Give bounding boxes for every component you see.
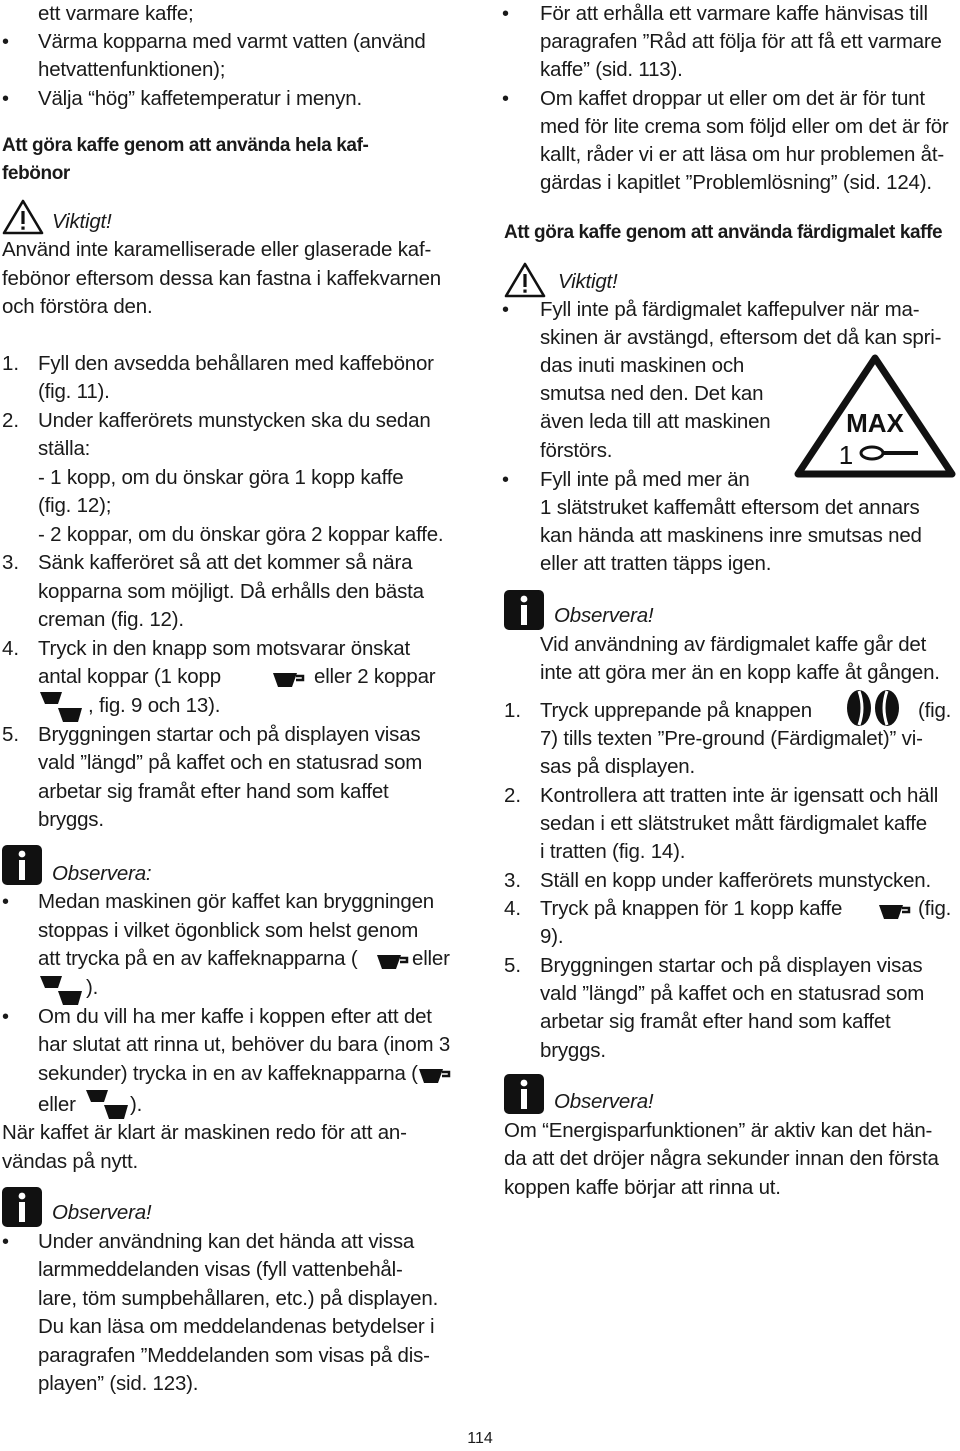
text-line: Kontrollera att tratten inte är igensatt och häll — [540, 784, 939, 807]
text-line: antal koppar (1 kopp — [38, 665, 221, 688]
text-line: - 2 koppar, om du önskar göra 2 koppar kaffe. — [38, 523, 444, 546]
step-number: 3. — [504, 869, 522, 892]
bullet: • — [502, 88, 510, 110]
text-line: Om kaffet droppar ut eller om det är för tunt — [540, 87, 925, 110]
text-line: även leda till att maskinen — [540, 410, 771, 433]
text-line: stoppas i vilket ögonblick som helst genom — [38, 919, 419, 942]
text-line: das inuti maskinen och — [540, 354, 745, 377]
text-line: skinen är avstängd, eftersom det då kan spri- — [540, 326, 942, 349]
text-line: Bryggningen startar och på displayen visas — [540, 954, 923, 977]
text-line: förstörs. — [540, 439, 613, 462]
warning-label: Viktigt! — [52, 210, 112, 233]
text-line: smutsa ned den. Det kan — [540, 382, 764, 405]
text-line: ett varmare kaffe; — [38, 2, 194, 25]
text-line: Du kan läsa om meddelandenas betydelser i — [38, 1315, 435, 1338]
step-number: 5. — [504, 954, 522, 977]
text-line: För att erhålla ett varmare kaffe hänvisas till — [540, 2, 928, 25]
page-number: 114 — [467, 1430, 493, 1447]
text-line: ). — [130, 1093, 143, 1116]
text-line: sekunder) trycka in en av kaffeknapparna ( — [38, 1062, 418, 1085]
note-label: Observera! — [554, 604, 654, 627]
one-cup-icon — [374, 952, 410, 972]
max-number: 1 — [838, 440, 854, 470]
text-line: När kaffet är klart är maskinen redo för att an- — [2, 1121, 407, 1144]
text-line: 9). — [540, 925, 564, 948]
text-line: creman (fig. 12). — [38, 608, 184, 631]
text-line: (fig. — [918, 897, 952, 920]
text-line: ställa: — [38, 437, 91, 460]
text-line: playen” (sid. 123). — [38, 1372, 199, 1395]
section-heading: Att göra kaffe genom att använda färdigmalet kaffe — [504, 222, 943, 243]
step-number: 1. — [504, 699, 522, 722]
text-line: bryggs. — [540, 1039, 606, 1062]
text-line: Om “Energisparfunktionen” är aktiv kan det hän- — [504, 1119, 933, 1142]
text-line: eller 2 koppar — [314, 665, 436, 688]
text-line: lare, töm sumpbehållaren, etc.) på displayen. — [38, 1287, 439, 1310]
step-number: 2. — [2, 409, 20, 432]
text-line: larmmeddelanden visas (fyll vattenbehål- — [38, 1258, 403, 1281]
text-line: da att det dröjer några sekunder innan den första — [504, 1147, 939, 1170]
text-line: eller — [38, 1093, 76, 1116]
text-line: ). — [86, 976, 99, 999]
text-line: vald ”längd” på kaffet och en statusrad som — [540, 982, 925, 1005]
step-number: 2. — [504, 784, 522, 807]
text-line: Fyll inte på färdigmalet kaffepulver när ma- — [540, 298, 920, 321]
text-line: 7) tills texten ”Pre-ground (Färdigmalet)” vi- — [540, 727, 923, 750]
info-icon — [504, 1074, 544, 1114]
text-line: Tryck på knappen för 1 kopp kaffe — [540, 897, 843, 920]
text-line: Välja “hög” kaffetemperatur i menyn. — [38, 87, 363, 110]
text-line: paragrafen ”Meddelanden som visas på dis- — [38, 1344, 430, 1367]
text-line: med för lite crema som följd eller om det är för — [540, 115, 949, 138]
text-line: hetvattenfunktionen); — [38, 58, 226, 81]
text-line: arbetar sig framåt efter hand som kaffet — [540, 1010, 891, 1033]
section-heading: Att göra kaffe genom att använda hela kaf- — [2, 135, 369, 156]
text-line: Medan maskinen gör kaffet kan bryggningen — [38, 890, 434, 913]
max-scoop-triangle-icon — [792, 352, 958, 480]
step-number: 5. — [2, 723, 20, 746]
text-line: (fig. 12); — [38, 494, 112, 517]
text-line: Använd inte karamelliserade eller glaserade kaf- — [2, 238, 432, 261]
max-label: MAX — [846, 408, 904, 438]
text-line: eller att tratten täpps igen. — [540, 552, 772, 575]
text-line: , fig. 9 och 13). — [88, 694, 221, 717]
text-line: kallt, råder vi er att läsa om hur problemen åt- — [540, 143, 944, 166]
one-cup-icon — [416, 1066, 452, 1086]
text-line: Ställ en kopp under kafferörets munstycken. — [540, 869, 931, 892]
info-icon — [504, 590, 544, 630]
info-icon — [2, 845, 42, 885]
text-line: sedan i ett slätstruket mått färdigmalet kaffe — [540, 812, 927, 835]
text-line: (fig. — [918, 699, 952, 722]
text-line: Värma kopparna med varmt vatten (använd — [38, 30, 426, 53]
text-line: Tryck upprepande på knappen — [540, 699, 812, 722]
text-line: i tratten (fig. 14). — [540, 840, 686, 863]
text-line: koppen kaffe börjar att rinna ut. — [504, 1176, 781, 1199]
text-line: kan hända att maskinens inre smutsas ned — [540, 524, 922, 547]
text-line: 1 slätstruket kaffemått eftersom det annars — [540, 496, 920, 519]
text-line: febönor eftersom dessa kan fastna i kaffekvarnen — [2, 267, 442, 290]
text-line: inte att göra mer än en kopp kaffe åt gången. — [540, 661, 940, 684]
warning-icon — [2, 199, 44, 235]
section-heading: febönor — [2, 163, 70, 184]
step-number: 4. — [504, 897, 522, 920]
text-line: sas på displayen. — [540, 755, 696, 778]
text-line: kopparna som möjligt. Då erhålls den bästa — [38, 580, 424, 603]
text-line: bryggs. — [38, 808, 104, 831]
bullet: • — [2, 891, 10, 913]
text-line: vändas på nytt. — [2, 1150, 139, 1173]
bullet: • — [502, 299, 510, 321]
text-line: - 1 kopp, om du önskar göra 1 kopp kaffe — [38, 466, 404, 489]
bullet: • — [502, 469, 510, 491]
coffee-beans-icon — [844, 688, 902, 728]
text-line: (fig. 11). — [38, 380, 110, 403]
text-line: kaffe” (sid. 113). — [540, 58, 683, 81]
one-cup-icon — [270, 670, 306, 690]
text-line: Fyll den avsedda behållaren med kaffebönor — [38, 352, 434, 375]
text-line: Vid användning av färdigmalet kaffe går det — [540, 633, 927, 656]
warning-icon — [504, 262, 546, 298]
note-label: Observera: — [52, 862, 152, 885]
text-line: Sänk kafferöret så att det kommer så nära — [38, 551, 413, 574]
bullet: • — [502, 3, 510, 25]
step-number: 3. — [2, 551, 20, 574]
info-icon — [2, 1187, 42, 1227]
text-line: att trycka på en av kaffeknapparna ( — [38, 947, 358, 970]
text-line: Fyll inte på med mer än — [540, 468, 750, 491]
text-line: har slutat att rinna ut, behöver du bara (inom 3 — [38, 1033, 451, 1056]
text-line: Bryggningen startar och på displayen visas — [38, 723, 421, 746]
text-line: arbetar sig framåt efter hand som kaffet — [38, 780, 389, 803]
text-line: Under användning kan det hända att vissa — [38, 1230, 415, 1253]
one-cup-icon — [876, 902, 912, 922]
text-line: Tryck in den knapp som motsvarar önskat — [38, 637, 410, 660]
text-line: eller — [412, 947, 450, 970]
warning-label: Viktigt! — [558, 270, 618, 293]
bullet: • — [2, 88, 10, 110]
note-label: Observera! — [52, 1201, 152, 1224]
text-line: och förstöra den. — [2, 295, 153, 318]
bullet: • — [2, 1231, 10, 1253]
bullet: • — [2, 1006, 10, 1028]
bullet: • — [2, 31, 10, 53]
text-line: paragrafen ”Råd att följa för att få ett varmare — [540, 30, 942, 53]
text-line: Under kafferörets munstycken ska du sedan — [38, 409, 431, 432]
two-cups-icon — [84, 1088, 132, 1122]
text-line: Om du vill ha mer kaffe i koppen efter att det — [38, 1005, 432, 1028]
text-line: vald ”längd” på kaffet och en statusrad som — [38, 751, 423, 774]
text-line: gärdas i kapitlet ”Problemlösning” (sid. 124). — [540, 171, 932, 194]
note-label: Observera! — [554, 1090, 654, 1113]
step-number: 4. — [2, 637, 20, 660]
step-number: 1. — [2, 352, 20, 375]
